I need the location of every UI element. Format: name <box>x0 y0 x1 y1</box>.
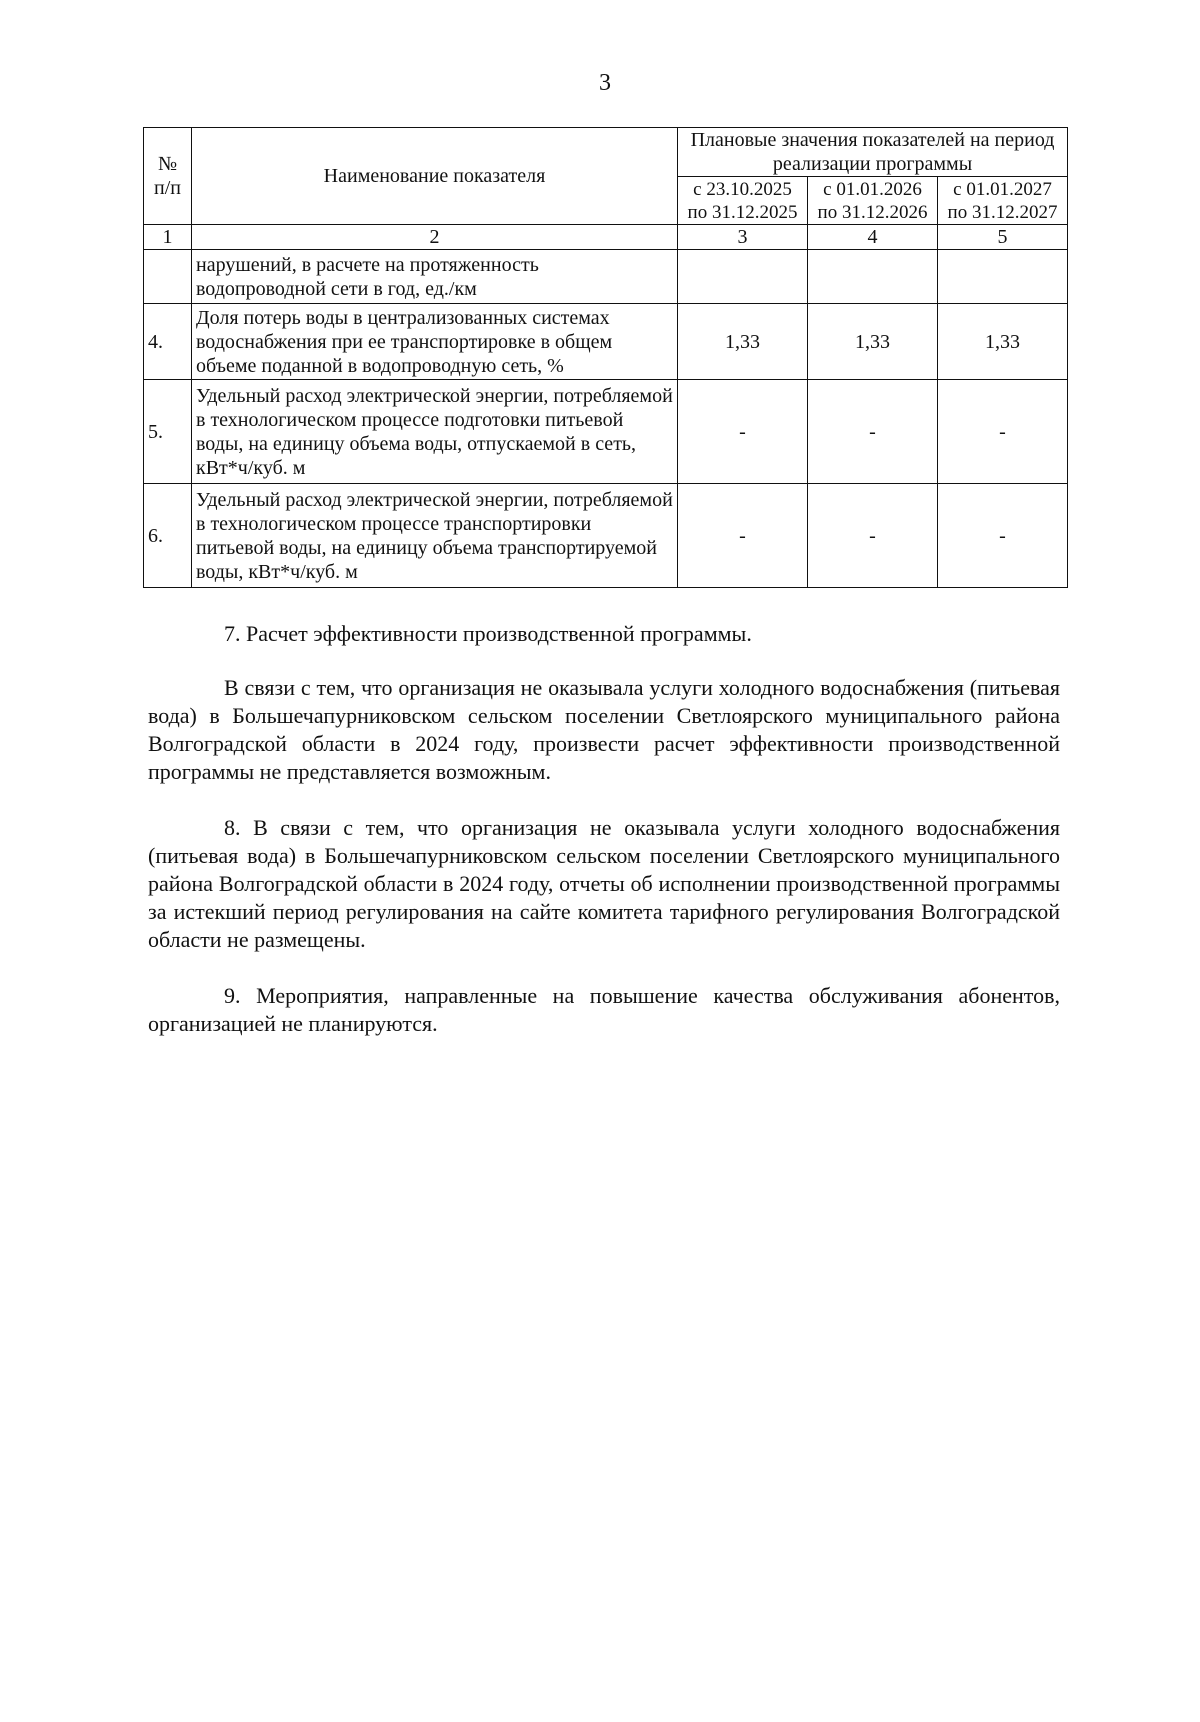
row-num: 4. <box>144 304 192 380</box>
row-value <box>938 250 1068 304</box>
row-value: - <box>938 380 1068 484</box>
row-value: - <box>808 380 938 484</box>
section-7-heading: 7. Расчет эффективности производственной программы. <box>224 621 752 646</box>
row-value: - <box>678 484 808 588</box>
row-name: Удельный расход электрической энергии, потребляемой в технологическом процессе транспортировки питьевой воды, на единицу объема транспортируемой воды, кВт*ч/куб. м <box>192 484 678 588</box>
row-num <box>144 250 192 304</box>
column-number: 1 <box>144 225 192 250</box>
row-num: 5. <box>144 380 192 484</box>
period-3-from: с 01.01.2027 <box>953 178 1052 200</box>
row-name: Удельный расход электрической энергии, потребляемой в технологическом процессе подготовки питьевой воды, на единицу объема воды, отпускаемой в сеть, кВт*ч/куб. м <box>192 380 678 484</box>
row-value: 1,33 <box>808 304 938 380</box>
header-period-3 <box>938 177 1068 225</box>
section-9-text: 9. Мероприятия, направленные на повышение качества обслуживания абонентов, организацией не планируются. <box>148 983 1060 1036</box>
table-row <box>144 250 1068 304</box>
column-number: 3 <box>678 225 808 250</box>
row-value: 1,33 <box>678 304 808 380</box>
table-header-row <box>144 128 1068 177</box>
row-value: - <box>678 380 808 484</box>
header-period-1 <box>678 177 808 225</box>
column-numbers-row <box>144 225 1068 250</box>
header-name: Наименование показателя <box>192 128 678 225</box>
row-value: - <box>938 484 1068 588</box>
column-number: 2 <box>192 225 678 250</box>
period-1-to: по 31.12.2025 <box>687 201 798 223</box>
table-row <box>144 380 1068 484</box>
period-2-to: по 31.12.2026 <box>817 201 928 223</box>
table-row <box>144 304 1068 380</box>
row-num: 6. <box>144 484 192 588</box>
row-value: 1,33 <box>938 304 1068 380</box>
period-2-from: с 01.01.2026 <box>823 178 922 200</box>
period-1-from: с 23.10.2025 <box>693 178 792 200</box>
period-3-to: по 31.12.2027 <box>947 201 1058 223</box>
row-value <box>678 250 808 304</box>
row-value <box>808 250 938 304</box>
column-number: 5 <box>938 225 1068 250</box>
header-values-group: Плановые значения показателей на период реализации программы <box>678 128 1068 177</box>
table-row <box>144 484 1068 588</box>
row-name: нарушений, в расчете на протяженность водопроводной сети в год, ед./км <box>192 250 678 304</box>
page-number: 3 <box>599 70 611 96</box>
section-8-text: 8. В связи с тем, что организация не оказывала услуги холодного водоснабжения (питьевая вода) в Большечапурниковском сельском поселении Светлоярского муниципального района Волгоградской области в 2024 году, отчеты об исполнении производственной программы за истекший период регулирования на сайте комитета тарифного регулирования Волгоградской области не размещены. <box>148 815 1060 952</box>
header-period-2 <box>808 177 938 225</box>
column-number: 4 <box>808 225 938 250</box>
row-value: - <box>808 484 938 588</box>
indicators-table <box>143 127 1068 588</box>
row-name: Доля потерь воды в централизованных системах водоснабжения при ее транспортировке в общем объеме поданной в водопроводную сеть, % <box>192 304 678 380</box>
header-num: № п/п <box>144 128 192 225</box>
section-7-text: В связи с тем, что организация не оказывала услуги холодного водоснабжения (питьевая вода) в Большечапурниковском сельском поселении Светлоярского муниципального района Волгоградской области в 2024 году, произвести расчет эффективности производственной программы не представляется возможным. <box>148 675 1060 784</box>
